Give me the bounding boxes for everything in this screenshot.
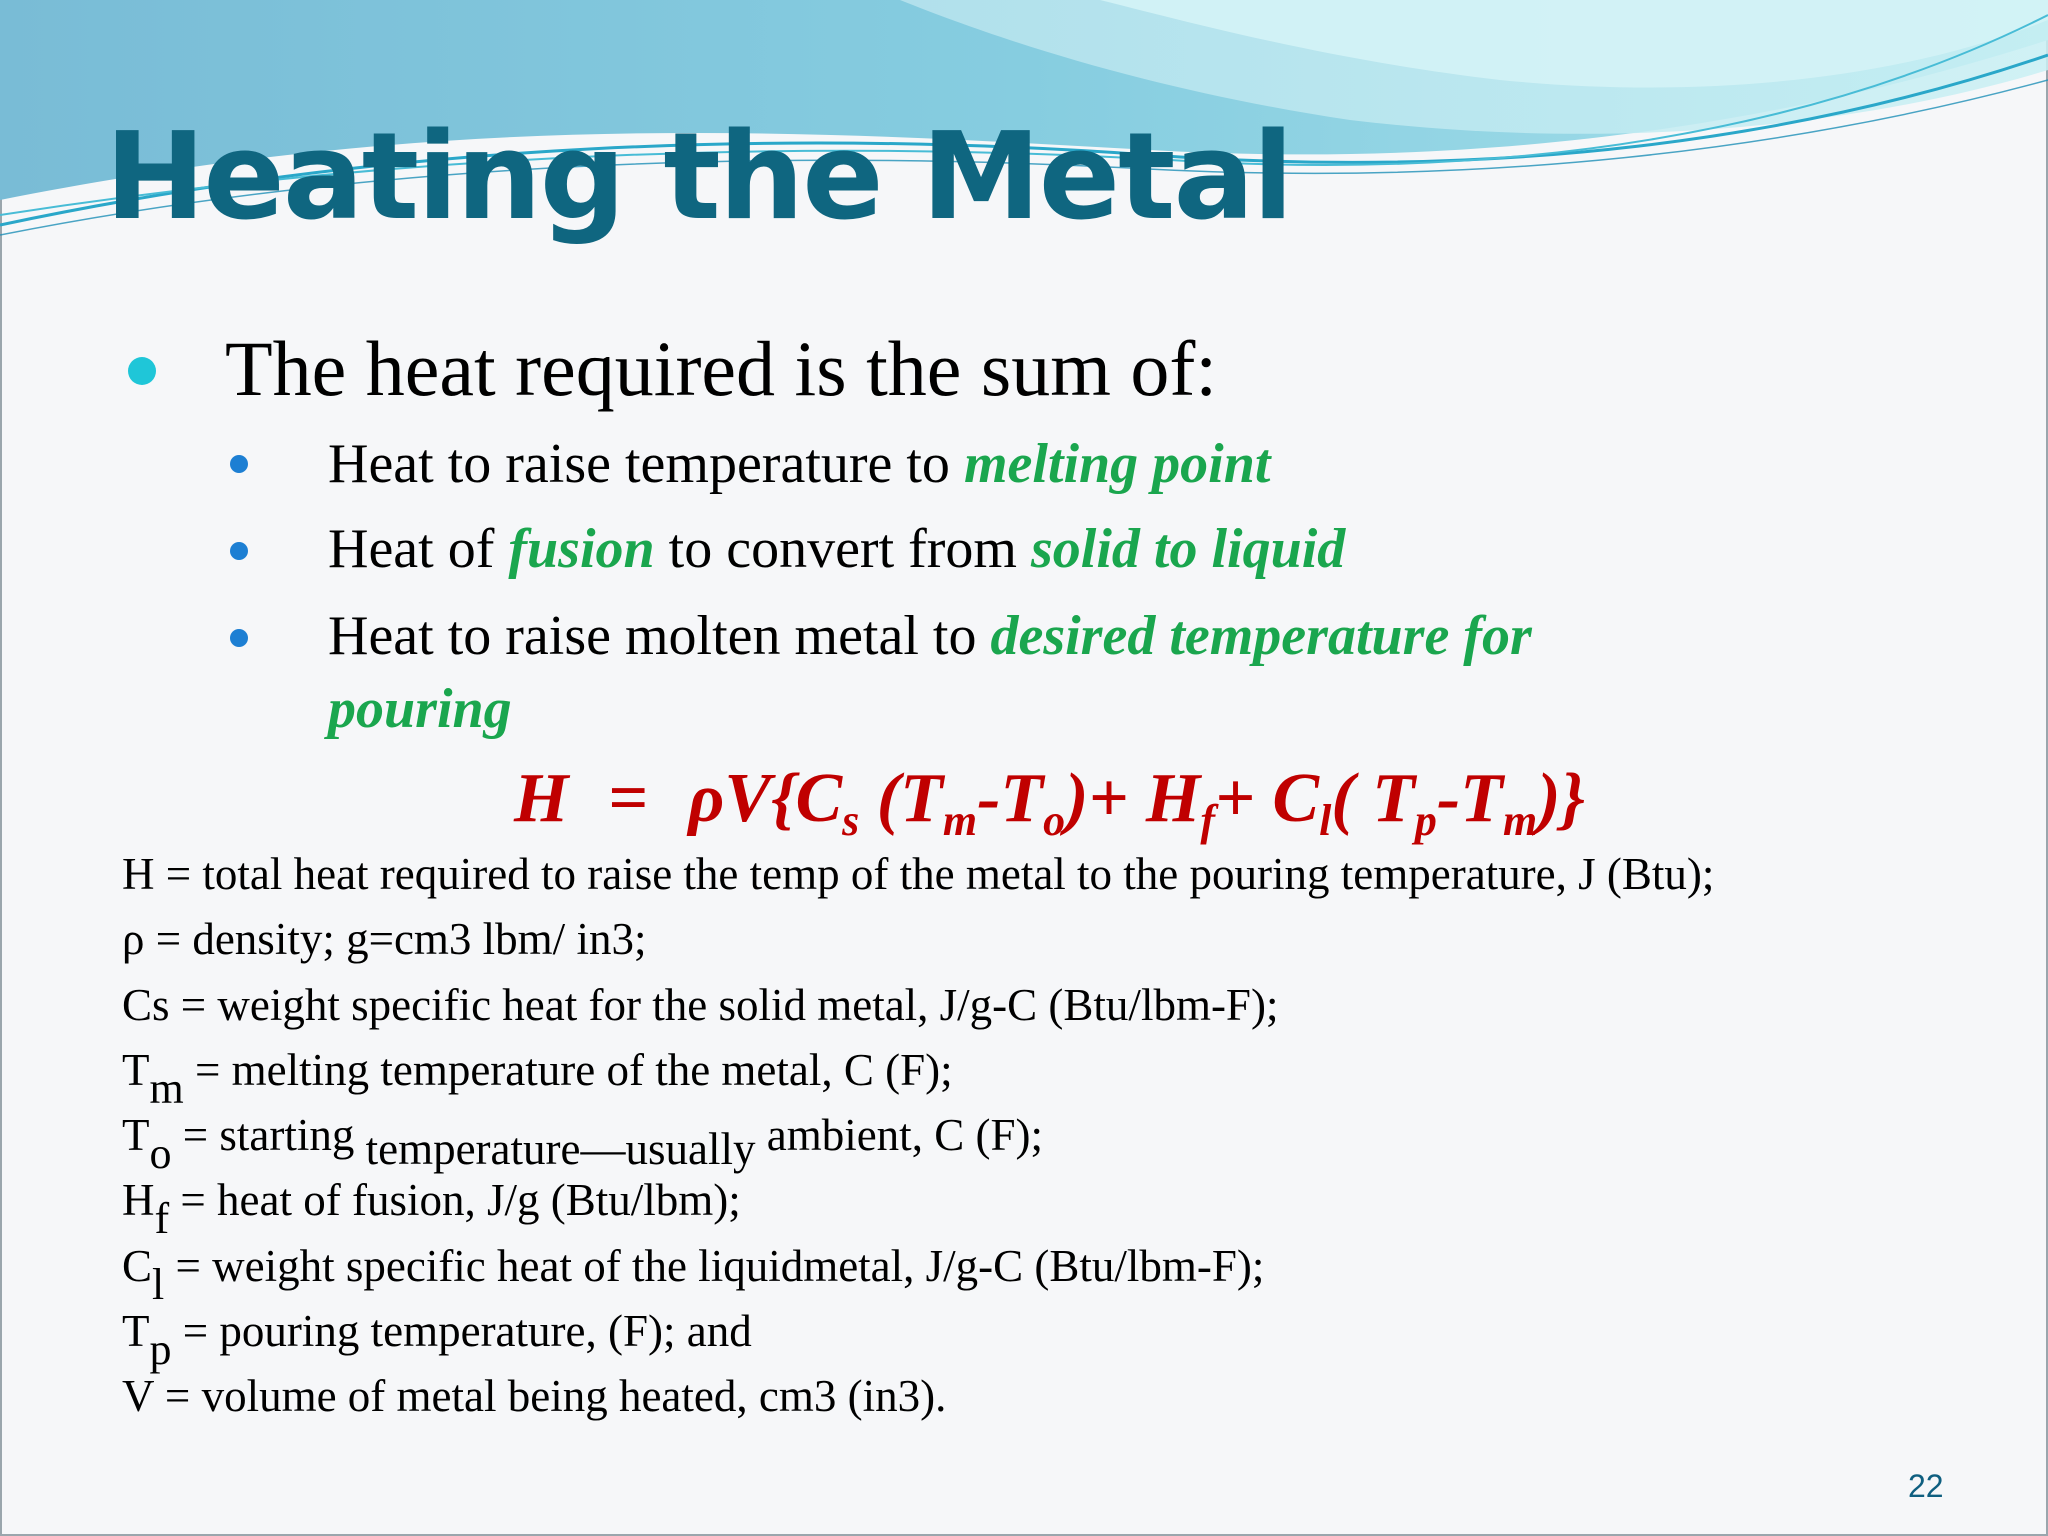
definition-H: H = total heat required to raise the temp of the metal to the pouring temperature, J (Btu);: [122, 849, 1715, 899]
sub-bullet-text: [328, 605, 1532, 667]
definition-text: = starting: [171, 1110, 366, 1160]
definition-Tm: [122, 1045, 953, 1113]
definition-subscript: m: [149, 1064, 184, 1113]
definition-text: = weight specific heat of the liquidmetal, J/g-C (Btu/lbm-F);: [164, 1241, 1265, 1291]
sub-bullet-3-highlight-line1: desired temperature for: [990, 605, 1532, 667]
definition-text: = heat of fusion, J/g (Btu/lbm);: [169, 1175, 741, 1225]
formula-part: + C: [1214, 760, 1320, 837]
definition-text: ambient, C (F);: [755, 1110, 1043, 1160]
definition-symbol: H: [122, 1175, 155, 1225]
sub-bullet-2-text-a: Heat of: [328, 518, 509, 580]
formula-part: )+ H: [1065, 760, 1201, 837]
formula-part: -T: [977, 760, 1044, 837]
definition-symbol: T: [122, 1306, 150, 1356]
formula-part: (T: [859, 760, 943, 837]
sub-bullet-3-text: Heat to raise molten metal to: [328, 605, 991, 667]
definition-subscript: p: [149, 1325, 172, 1374]
sub-bullet-dot-icon: [230, 629, 248, 647]
formula-subscript: p: [1414, 796, 1437, 845]
definition-Tp: [122, 1306, 752, 1374]
definition-text: = melting temperature of the metal, C (F);: [183, 1045, 953, 1095]
formula-equals: =: [608, 760, 649, 837]
definition-symbol: T: [122, 1045, 150, 1095]
definition-symbol: T: [122, 1110, 150, 1160]
definition-Hf: [122, 1175, 741, 1243]
formula-subscript: m: [942, 796, 978, 845]
page-number: 22: [1908, 1468, 1944, 1504]
sub-bullet-1-text: Heat to raise temperature to: [328, 433, 964, 495]
formula-part: -T: [1436, 760, 1503, 837]
formula-part: ρV{C: [688, 760, 843, 837]
sub-bullet-2-highlight-a: fusion: [508, 518, 655, 580]
formula-subscript: m: [1502, 796, 1538, 845]
formula-subscript: o: [1043, 796, 1066, 845]
sub-bullet-1-highlight: melting point: [963, 433, 1271, 495]
definition-subscript: o: [149, 1129, 172, 1178]
formula-lhs: H: [514, 760, 569, 837]
sub-bullet-2-highlight-b: solid to liquid: [1031, 518, 1346, 580]
bullet-main-text: The heat required is the sum of:: [225, 325, 1218, 412]
slide-title: Heating the Metal: [105, 108, 1292, 247]
definition-V: V = volume of metal being heated, cm3 (in3).: [122, 1371, 947, 1421]
sub-bullet-dot-icon: [230, 455, 248, 473]
definition-Cl: [122, 1241, 1265, 1309]
bullet-dot-icon: [128, 357, 156, 385]
formula-subscript: l: [1319, 796, 1332, 845]
definition-subscript: l: [152, 1260, 165, 1309]
formula-part: )}: [1537, 760, 1585, 837]
definition-subscript: f: [154, 1194, 170, 1243]
formula-part: ( T: [1331, 760, 1415, 837]
definition-text-lowered: temperature—usually: [365, 1124, 756, 1174]
sub-bullet-2-text-b: to convert from: [654, 518, 1031, 580]
heat-formula: [514, 760, 1585, 854]
sub-bullet-dot-icon: [230, 542, 248, 560]
definition-text: = pouring temperature, (F); and: [171, 1306, 752, 1356]
definition-symbol: C: [122, 1241, 153, 1291]
sub-bullet-text: [328, 433, 1271, 495]
sub-bullet-3-highlight-line2: pouring: [328, 678, 512, 740]
definition-Cs: Cs = weight specific heat for the solid metal, J/g-C (Btu/lbm-F);: [122, 980, 1279, 1030]
definition-rho: ρ = density; g=cm3 lbm/ in3;: [122, 914, 647, 964]
sub-bullet-text: [328, 518, 1346, 580]
formula-subscript: f: [1200, 796, 1215, 845]
formula-subscript: s: [842, 796, 860, 845]
definition-To: [122, 1110, 1043, 1178]
